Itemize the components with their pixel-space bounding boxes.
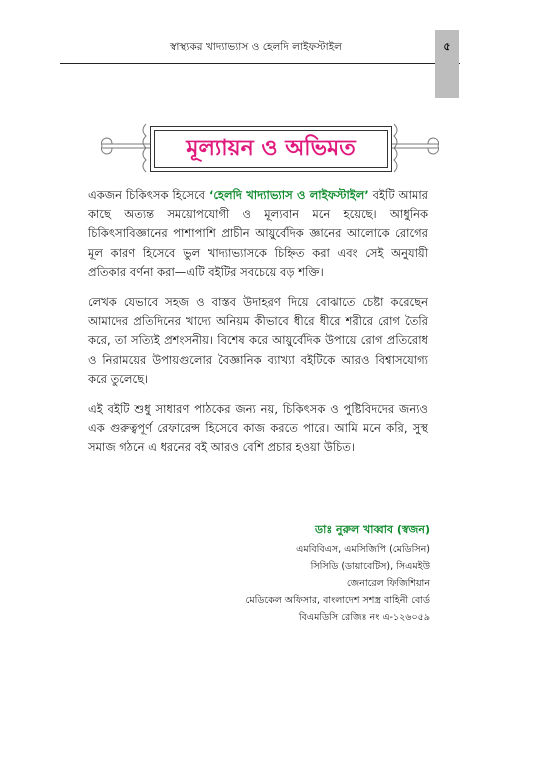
paragraph-1-rest: বইটি আমার কাছে অত্যন্ত সময়োপযোগী ও মূল্যবান মনে হয়েছে। আধুনিক চিকিৎসাবিজ্ঞানের পাশাপাশি প্রাচীন আয়ুর্বেদিক জ্ঞানের আলোকে রোগের মূল কারণ হিসেবে ভুল খাদ্যাভ্যাসকে চিহ্নিত করা এবং সেই অনুযায়ী প্রতিকার বর্ণনা করা—এটি বইটির সবচেয়ে বড় শক্তি।: [88, 188, 428, 279]
page-number: ৫: [443, 40, 451, 53]
credential-line: জেনারেল ফিজিশিয়ান: [346, 578, 430, 589]
credential-line: এমবিবিএস, এমসিজিপি (মেডিসিন): [296, 544, 430, 555]
page-number-tab: [435, 30, 459, 98]
credential-line: সিসিডি (ডায়াবেটিস), সিএমইউ: [310, 561, 430, 572]
paragraph-2: লেখক যেভাবে সহজ ও বাস্তব উদাহরণ দিয়ে বোঝাতে চেষ্টা করেছেন আমাদের প্রতিদিনের খাদ্যে অনিয়ম কীভাবে ধীরে ধীরে শরীরে রোগ তৈরি করে, তা সত্যিই প্রশংসনীয়। বিশেষ করে আয়ুর্বেদিক উপায়ে রোগ প্রতিরোধ ও নিরাময়ের উপায়গুলোর বৈজ্ঞানিক ব্যাখ্যা বইটিকে আরও বিশ্বাসযোগ্য করে তুলেছে।: [88, 295, 428, 386]
signatory-name: ডাঃ নুরুল খাব্বাব (স্বজন): [315, 523, 430, 536]
paragraph-3: এই বইটি শুধু সাধারণ পাঠকের জন্য নয়, চিকিৎসক ও পুষ্টিবিদদের জন্যও এক গুরুত্বপূর্ণ রেফারেন্স হিসেবে কাজ করতে পারে। আমি মনে করি, সুস্থ সমাজ গঠনে এ ধরনের বই আরও বেশি প্রচার হওয়া উচিত।: [88, 402, 428, 455]
paragraph-1-lead: একজন চিকিৎসক হিসেবে: [88, 188, 209, 202]
running-title: স্বাস্থ্যকর খাদ্যাভ্যাস ও হেলদি লাইফস্টাইল: [170, 41, 343, 53]
book-title: ‘হেলদি খাদ্যাভ্যাস ও লাইফস্টাইল’: [208, 188, 369, 202]
paragraph-1: [88, 186, 428, 282]
header-rule: [60, 63, 460, 64]
section-title: মূল্যায়ন ও অভিমত: [150, 126, 392, 172]
credential-line: বিএমডিসি রেজিঃ নং এ-১২৬০৫৯: [298, 612, 430, 623]
credential-line: মেডিকেল অফিসার, বাংলাদেশ সশস্ত্র বাহিনী বোর্ড: [245, 595, 430, 606]
running-header: [0, 30, 540, 64]
review-body: [88, 186, 428, 469]
section-banner: [100, 120, 440, 176]
signature-block: [246, 519, 431, 626]
